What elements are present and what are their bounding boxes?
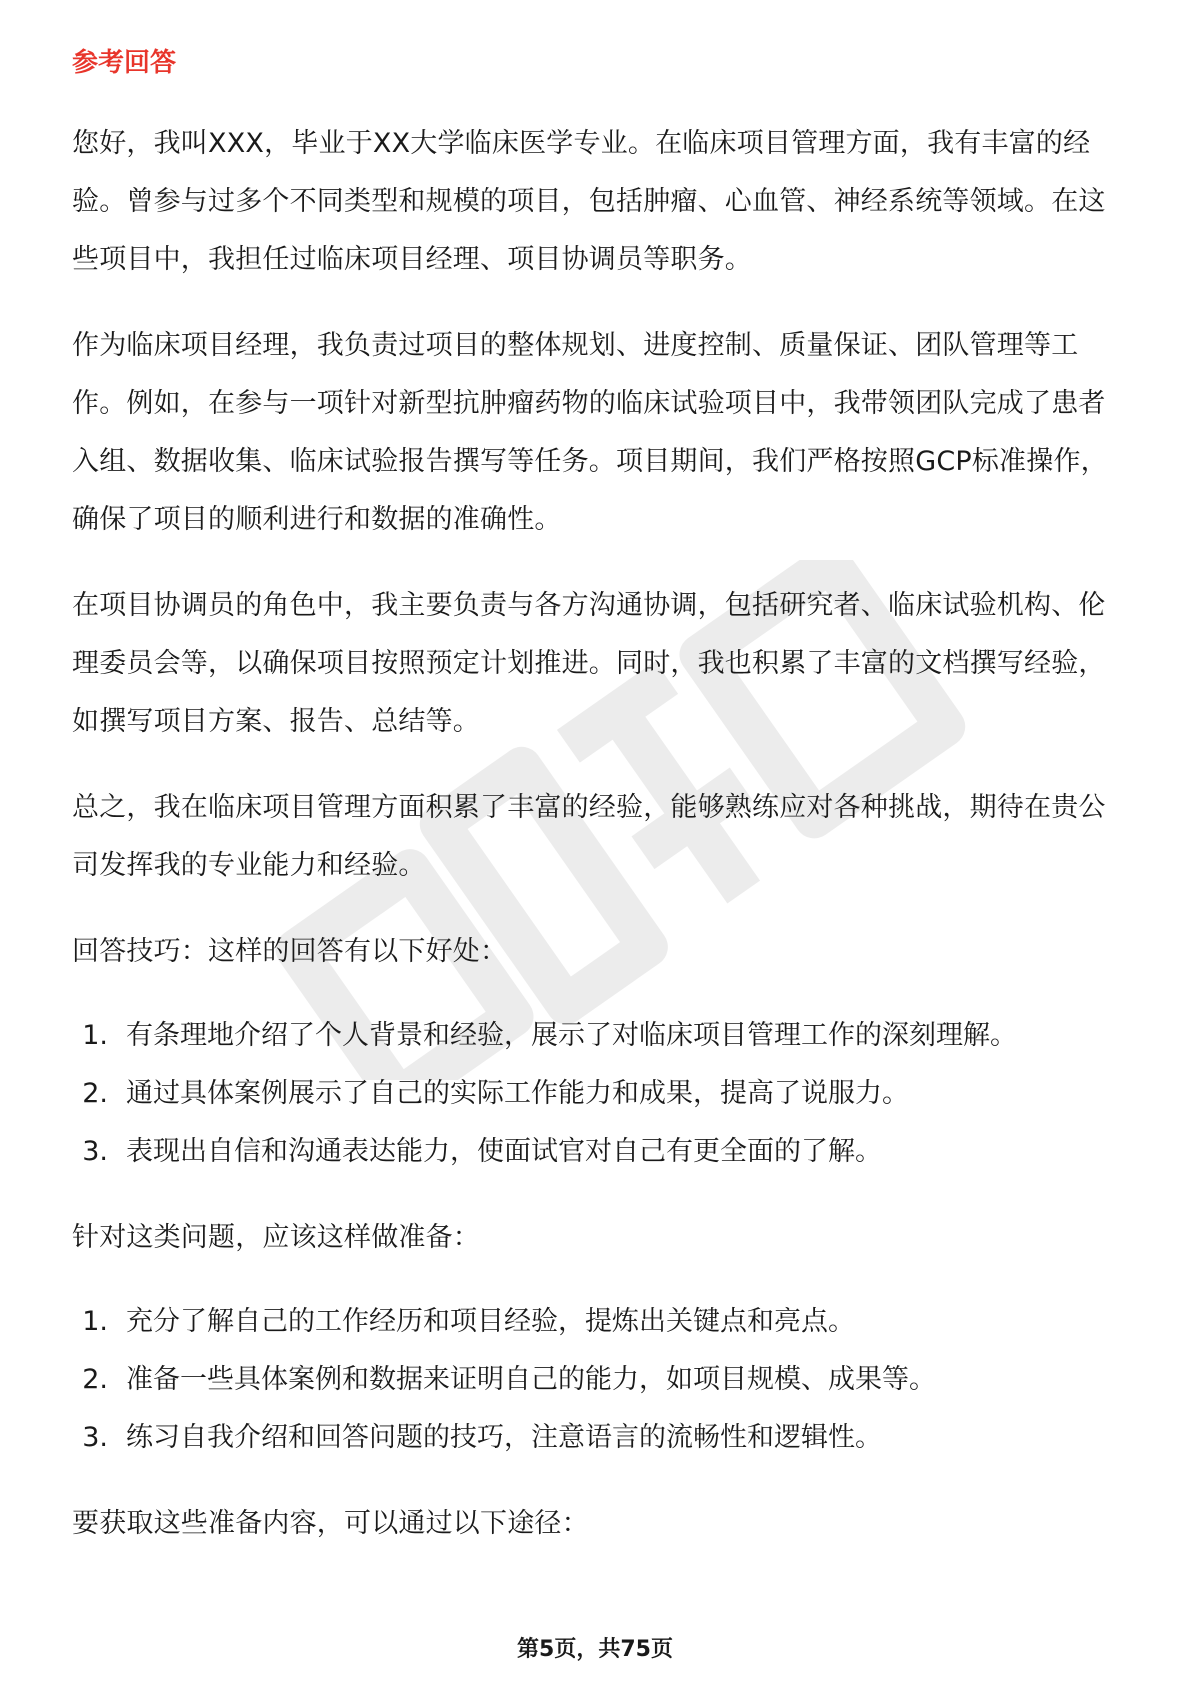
page-number: 第5页，共75页 [517, 1637, 673, 1662]
document-page [72, 46, 1122, 1581]
list-number: 2. [82, 1078, 108, 1110]
list-text: 练习自我介绍和回答问题的技巧，注意语言的流畅性和逻辑性。 [126, 1422, 882, 1454]
list-item [72, 1065, 1122, 1123]
list-text: 有条理地介绍了个人背景和经验，展示了对临床项目管理工作的深刻理解。 [126, 1020, 1017, 1052]
list-text: 准备一些具体案例和数据来证明自己的能力，如项目规模、成果等。 [126, 1364, 936, 1396]
paragraph-manager-role: 作为临床项目经理，我负责过项目的整体规划、进度控制、质量保证、团队管理等工作。例如，在参与一项针对新型抗肿瘤药物的临床试验项目中，我带领团队完成了患者入组、数据收集、临床试验报告撰写等任务。项目期间，我们严格按照GCP标准操作，确保了项目的顺利进行和数据的准确性。 [72, 330, 1108, 536]
section-heading: 参考回答 [72, 48, 177, 78]
list-text: 充分了解自己的工作经历和项目经验，提炼出关键点和亮点。 [126, 1306, 855, 1338]
list-number: 2. [82, 1364, 108, 1396]
closing-line: 要获取这些准备内容，可以通过以下途径： [72, 1508, 589, 1540]
list-text: 表现出自信和沟通表达能力，使面试官对自己有更全面的了解。 [126, 1136, 882, 1168]
prep-intro: 针对这类问题，应该这样做准备： [72, 1222, 480, 1254]
list-number: 3. [82, 1136, 108, 1168]
list-item [72, 1123, 1122, 1181]
list-number: 1. [82, 1020, 108, 1052]
tips-list [72, 1007, 1122, 1181]
paragraph-summary: 总之，我在临床项目管理方面积累了丰富的经验，能够熟练应对各种挑战，期待在贵公司发挥我的专业能力和经验。 [72, 792, 1106, 882]
paragraph-intro: 您好，我叫XXX，毕业于XX大学临床医学专业。在临床项目管理方面，我有丰富的经验。曾参与过多个不同类型和规模的项目，包括肿瘤、心血管、神经系统等领域。在这些项目中，我担任过临床项目经理、项目协调员等职务。 [72, 128, 1106, 276]
list-number: 1. [82, 1306, 108, 1338]
tips-intro: 回答技巧：这样的回答有以下好处： [72, 936, 508, 968]
list-item [72, 1409, 1122, 1467]
list-item [72, 1351, 1122, 1409]
paragraph-coordinator-role: 在项目协调员的角色中，我主要负责与各方沟通协调，包括研究者、临床试验机构、伦理委员会等，以确保项目按照预定计划推进。同时，我也积累了丰富的文档撰写经验，如撰写项目方案、报告、总结等。 [72, 590, 1106, 738]
list-number: 3. [82, 1422, 108, 1454]
prep-list [72, 1293, 1122, 1467]
list-item [72, 1007, 1122, 1065]
list-item [72, 1293, 1122, 1351]
list-text: 通过具体案例展示了自己的实际工作能力和成果，提高了说服力。 [126, 1078, 909, 1110]
